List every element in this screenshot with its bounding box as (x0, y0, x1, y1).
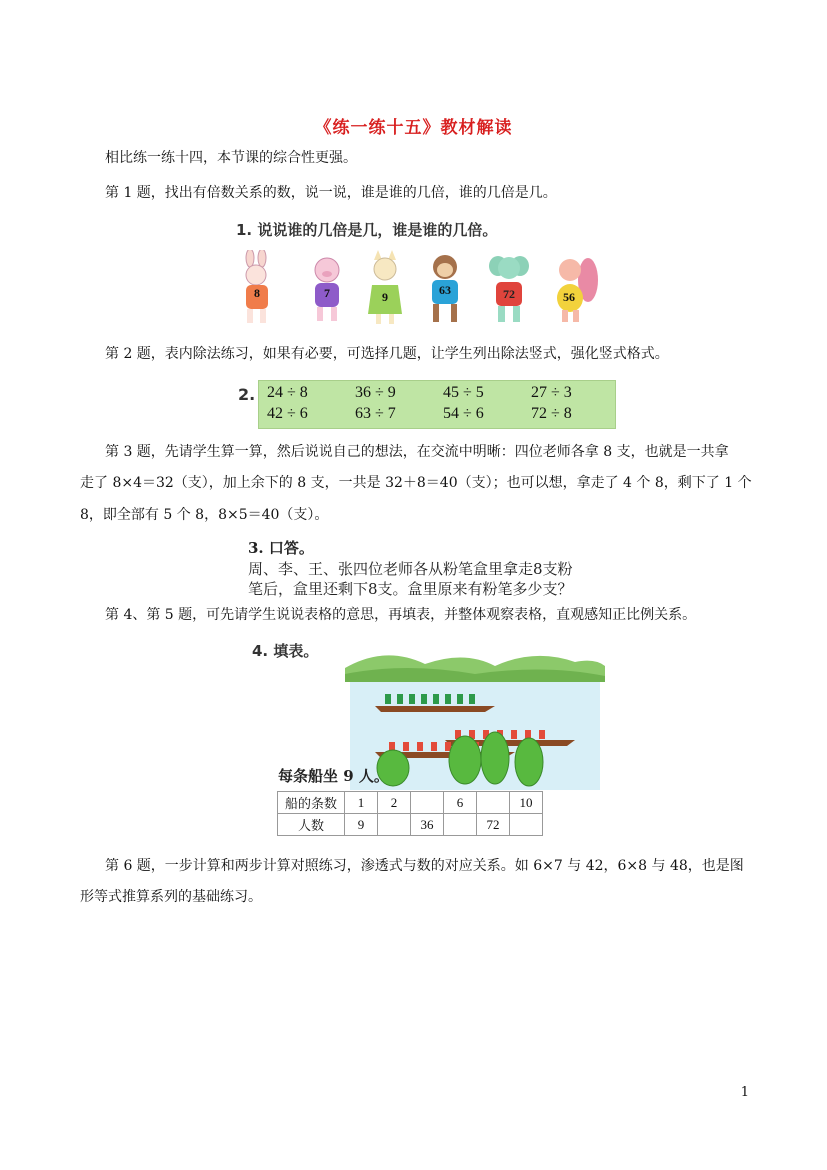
paragraph-text: 第 1 题，找出有倍数关系的数，说一说，谁是谁的几倍，谁的几倍是几。 (105, 185, 557, 201)
table-cell: 船的条数 (278, 792, 345, 814)
paragraph-text: 第 4、第 5 题，可先请学生说说表格的意思，再填表，并整体观察表格，直观感知正比例关系。 (105, 607, 697, 623)
figure4-note: 每条船坐 9 人。 (278, 767, 389, 785)
figure3-heading: 3. 口答。 (248, 539, 314, 557)
table-cell: 1 (345, 792, 378, 814)
table-row (278, 814, 543, 836)
cat-number: 9 (382, 290, 388, 304)
table-cell (444, 814, 477, 836)
paragraph-text: 第 3 题，先请学生算一算，然后说说自己的想法，在交流中明晰：四位老师各拿 8 支，也就是一共拿 (105, 444, 729, 460)
division-item: 45 ÷ 5 (443, 384, 484, 401)
division-item: 42 ÷ 6 (267, 405, 308, 422)
page-title: 《练一练十五》教材解读 (314, 118, 513, 138)
animals-figure (232, 250, 592, 330)
paragraph-text: 第 6 题，一步计算和两步计算对照练习，渗透式与数的对应关系。如 6×7 与 42，6×8 与 48，也是图 (105, 858, 744, 874)
table-cell: 2 (378, 792, 411, 814)
monkey-number: 63 (439, 283, 451, 297)
paragraph-q4 (80, 600, 752, 631)
division-item: 54 ÷ 6 (443, 405, 484, 422)
division-item: 27 ÷ 3 (531, 384, 572, 401)
rabbit-number: 8 (254, 286, 260, 300)
division-item: 36 ÷ 9 (355, 384, 396, 401)
figure1-caption: 1. 说说谁的几倍是几，谁是谁的几倍。 (236, 221, 498, 239)
division-exercise-box (258, 380, 616, 429)
division-item: 63 ÷ 7 (355, 405, 396, 422)
paragraph-q2 (80, 339, 752, 370)
paragraph-q1 (80, 178, 752, 209)
paragraph-intro (80, 143, 752, 174)
division-item: 24 ÷ 8 (267, 384, 308, 401)
table-cell: 9 (345, 814, 378, 836)
table-cell: 36 (411, 814, 444, 836)
table-cell (378, 814, 411, 836)
figure4-caption: 4. 填表。 (252, 642, 319, 660)
table-cell: 10 (510, 792, 543, 814)
table-cell (477, 792, 510, 814)
figure3-line: 笔后，盒里还剩下8支。盒里原来有粉笔多少支？ (248, 580, 573, 598)
table-cell: 人数 (278, 814, 345, 836)
pig-number: 7 (324, 286, 330, 300)
paragraph-q6-line1 (80, 851, 752, 882)
paragraph-text: 相比练一练十四，本节课的综合性更强。 (105, 150, 357, 166)
table-cell: 72 (477, 814, 510, 836)
rabbit-figure (232, 250, 282, 330)
table-row (278, 792, 543, 814)
table-cell (510, 814, 543, 836)
table-cell (411, 792, 444, 814)
division-item: 72 ÷ 8 (531, 405, 572, 422)
paragraph-q6-line2: 形等式推算系列的基础练习。 (80, 889, 262, 905)
pig-figure (302, 250, 352, 330)
paragraph-q3-line1 (80, 437, 752, 468)
page-number: 1 (740, 1085, 749, 1100)
paragraph-q3-line3: 8，即全部有 5 个 8，8×5＝40（支）。 (80, 507, 329, 523)
table-cell: 6 (444, 792, 477, 814)
monkey-figure (420, 250, 470, 330)
figure2-number: 2. (238, 385, 256, 404)
squirrel-figure (548, 250, 598, 330)
squirrel-number: 56 (563, 290, 575, 304)
figure3-line: 周、李、王、张四位老师各从粉笔盒里拿走8支粉 (248, 560, 573, 578)
elephant-figure (484, 250, 534, 330)
fill-table (277, 791, 543, 836)
paragraph-text: 第 2 题，表内除法练习，如果有必要，可选择几题，让学生列出除法竖式，强化竖式格式。 (105, 346, 669, 362)
cat-figure (360, 250, 410, 330)
elephant-number: 72 (503, 287, 515, 301)
paragraph-q3-line2: 走了 8×4＝32（支），加上余下的 8 支，一共是 32＋8＝40（支）；也可以想，拿走了 4 个 8，剩下了 1 个 (80, 475, 752, 491)
